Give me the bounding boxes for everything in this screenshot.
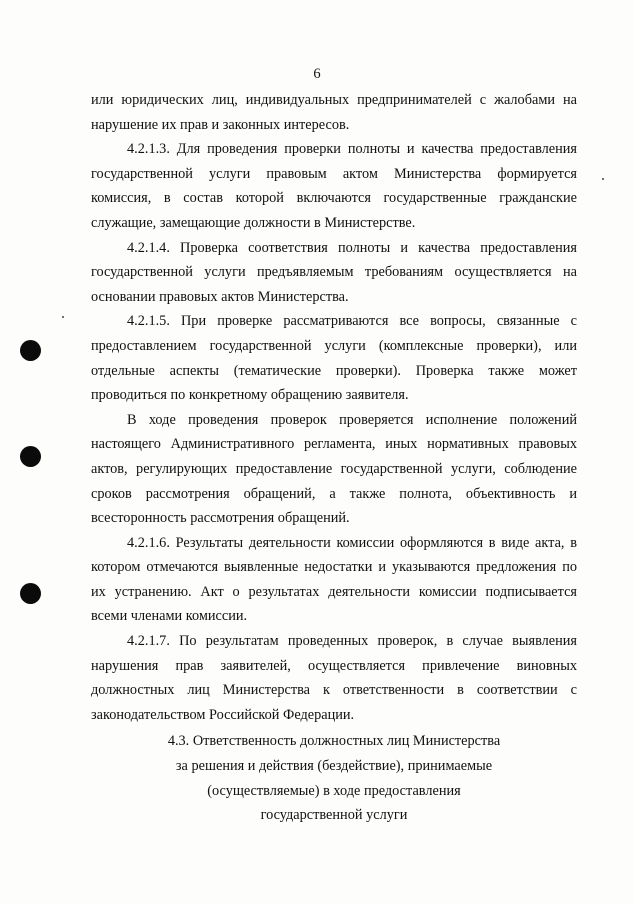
heading-line: за решения и действия (бездействие), принимаемые — [175, 758, 493, 775]
heading-line: (осуществляемые) в ходе предоставления — [207, 782, 461, 799]
paragraph-4-2-1-3: 4.2.1.3. Для проведения проверки полноты и качества предоставления государственной услуги правовым актом Министерства формируется комиссия, в состав которой включаются государственные гражданские служащие, замещающие должности в Министерстве. — [91, 141, 577, 231]
paragraph-4-2-1-6: 4.2.1.6. Результаты деятельности комиссии оформляются в виде акта, в котором отмечаются выявленные недостатки и указываются предложения по их устранению. Акт о результатах деятельности комиссии подписывается всеми членами комиссии. — [91, 534, 577, 625]
paragraph-inspection-scope: В ходе проведения проверок проверяется исполнение положений настоящего Административного регламента, иных нормативных правовых актов, регулирующих предоставление государственной услуги, соблюдение сроков рассмотрения обращений, а также полнота, объективность и всесторонность рассмотрения обращений. — [91, 411, 577, 527]
scan-speck — [602, 178, 604, 180]
paragraph-4-2-1-4: 4.2.1.4. Проверка соответствия полноты и качества предоставления государственной услуги предъявляемым требованиям осуществляется на основании правовых актов Министерства. — [91, 239, 577, 305]
heading-line: 4.3. Ответственность должностных лиц Министерства — [167, 733, 501, 750]
heading-line: государственной услуги — [260, 807, 408, 824]
page-number: 6 — [313, 66, 321, 82]
paragraph-continuation: или юридических лиц, индивидуальных предпринимателей с жалобами на нарушение их прав и законных интересов. — [91, 92, 577, 133]
section-heading-4-3 — [91, 729, 577, 827]
paragraph-4-2-1-5: 4.2.1.5. При проверке рассматриваются все вопросы, связанные с предоставлением государственной услуги (комплексные проверки), или отдельные аспекты (тематические проверки). Проверка также может проводиться по конкретному обращению заявителя. — [91, 313, 577, 404]
punch-hole-icon — [20, 446, 41, 467]
paragraph-4-2-1-7: 4.2.1.7. По результатам проведенных проверок, в случае выявления нарушения прав заявителей, осуществляется привлечение виновных должностных лиц Министерства к ответственности в соответствии с законодательством Российской Федерации. — [91, 633, 577, 723]
punch-hole-icon — [20, 583, 41, 604]
punch-hole-icon — [20, 340, 41, 361]
document-body — [91, 88, 577, 828]
scan-speck — [62, 316, 64, 318]
